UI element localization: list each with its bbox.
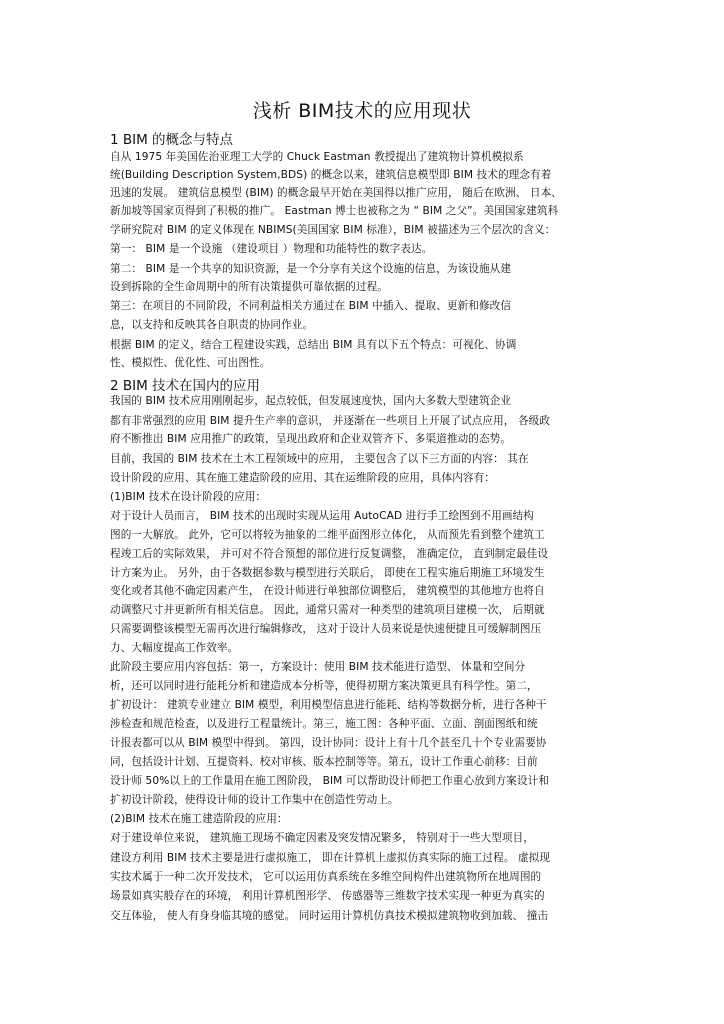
body-line: 场景如真实般存在的环境， 利用计算机图形学、 传感器等三维数字技术实现一种更为真实的: [110, 890, 545, 902]
body-line: 扩初设计： 建筑专业建立 BIM 模型，利用模型信息进行能耗、结构等数据分析，进行各种干: [110, 699, 547, 711]
body-line: 性、模拟性、优化性、可出图性。: [110, 357, 271, 369]
body-line: 此阶段主要应用内容包括：第一，方案设计：使用 BIM 技术能进行造型、 体量和空间分: [110, 661, 526, 673]
body-line: (1)BIM 技术在设计阶段的应用：: [110, 491, 267, 503]
body-line: 只需要调整该模型无需再次进行编辑修改， 这对于设计人员来说是快速便捷且可缓解制图压: [110, 623, 542, 635]
body-line: 统(Building Description System,BDS) 的概念以来，建筑信息模型即 BIM 技术的理念有着: [110, 169, 552, 181]
body-line: 息，以支持和反映其各自职责的协同作业。: [110, 319, 314, 331]
body-line: 都有非常强烈的应用 BIM 提升生产率的意识， 并逐渐在一些项目上开展了试点应用， 各级政: [110, 415, 551, 427]
body-line: 涉检查和规范检查，以及进行工程量统计。第三，施工图：各种平面、立面、剖面图纸和统: [110, 718, 538, 730]
body-line: 变化或者其他不确定因素产生， 在设计师进行单独部位调整后， 建筑模型的其他地方也将自: [110, 585, 545, 597]
body-line: 对于建设单位来说， 建筑施工现场不确定因素及突发情况繁多， 特别对于一些大型项目，: [110, 832, 534, 844]
body-line: 学研究院对 BIM 的定义体现在 NBIMS(美国国家 BIM 标准），BIM 被描述为三个层次的含义：: [110, 224, 556, 236]
body-line: 动调整尺寸并更新所有相关信息。 因此，通常只需对一种类型的建筑项目建模一次， 后期就: [110, 604, 545, 616]
body-line: 计报表都可以从 BIM 模型中得到。 第四，设计协同：设计上有十几个甚至几十个专业需要协: [110, 737, 547, 749]
body-line: 同，包括设计计划、互提资料、校对审核、版本控制等等。第五，设计工作重心前移：目前: [110, 756, 538, 768]
body-line: 实技术属于一种二次开发技术， 它可以运用仿真系统在多维空间构件出建筑物所在地周围的: [110, 871, 542, 883]
body-line: 设到拆除的全生命周期中的所有决策提供可靠依据的过程。: [110, 281, 389, 293]
body-line: 设计师 50%以上的工作量用在施工图阶段， BIM 可以帮助设计师把工作重心放到方案设计和: [110, 775, 550, 787]
body-line: 迅速的发展。 建筑信息模型 (BIM) 的概念最早开始在美国得以推广应用， 随后在欧洲、 日本、: [110, 187, 562, 199]
body-line: 新加坡等国家页得到了积极的推广。 Eastman 博士也被称之为 “ BIM 之父”。美国国家建筑科: [110, 205, 559, 217]
body-line: 计方案为止。 另外，由于各数据参数与模型进行关联后， 即使在工程实施后期施工环境发生: [110, 567, 545, 579]
body-line: 建设方利用 BIM 技术主要是进行虚拟施工， 即在计算机上虚拟仿真实际的施工过程。 虚拟现: [110, 852, 551, 864]
body-line: 根据 BIM 的定义，结合工程建设实践，总结出 BIM 具有以下五个特点：可视化、协调: [110, 339, 517, 351]
body-line: 我国的 BIM 技术应用刚刚起步，起点较低，但发展速度快，国内大多数大型建筑企业: [110, 395, 512, 407]
body-line: 析，还可以同时进行能耗分析和建造成本分析等，使得初期方案决策更具有科学性。第二，: [110, 680, 538, 692]
body-line: 第一： BIM 是一个设施 （建设项目 ）物理和功能特性的数字表达。: [110, 243, 433, 255]
section-heading-2: 2 BIM 技术在国内的应用: [110, 378, 261, 394]
body-line: 力、大幅度提高工作效率。: [110, 642, 239, 654]
body-line: 设计阶段的应用、其在施工建造阶段的应用、其在运维阶段的应用，具体内容有：: [110, 472, 495, 484]
body-line: 目前，我国的 BIM 技术在土木工程领域中的应用， 主要包含了以下三方面的内容： 其在: [110, 453, 529, 465]
body-line: 第二： BIM 是一个共享的知识资源，是一个分享有关这个设施的信息，为该设施从建: [110, 263, 512, 275]
body-line: 自从 1975 年美国佐治亚理工大学的 Chuck Eastman 教授提出了建筑物计算机模拟系: [110, 151, 524, 163]
body-line: 程竣工后的实际效果， 并可对不符合预想的部位进行反复调整， 准确定位， 直到制定最佳设: [110, 548, 549, 560]
body-line: 图的一大解放。 此外，它可以将较为抽象的二维平面图形立体化， 从而预先看到整个建筑工: [110, 529, 545, 541]
body-line: 第三：在项目的不同阶段，不同利益相关方通过在 BIM 中插入、提取、更新和修改信: [110, 300, 512, 312]
body-line: (2)BIM 技术在施工建造阶段的应用：: [110, 813, 288, 825]
body-line: 交互体验， 使人有身身临其境的感觉。 同时运用计算机仿真技术模拟建筑物收到加载、 撞击: [110, 910, 549, 922]
body-line: 府不断推出 BIM 应用推广的政策，呈现出政府和企业双管齐下、多渠道推动的态势。: [110, 433, 512, 445]
body-line: 对于设计人员而言， BIM 技术的出现时实现从运用 AutoCAD 进行手工绘图到不用画结构: [110, 510, 534, 522]
body-line: 扩初设计阶段，使得设计师的设计工作集中在创造性劳动上。: [110, 794, 399, 806]
document-title: 浅析 BIM技术的应用现状: [252, 100, 472, 122]
section-heading-1: 1 BIM 的概念与特点: [110, 132, 234, 148]
